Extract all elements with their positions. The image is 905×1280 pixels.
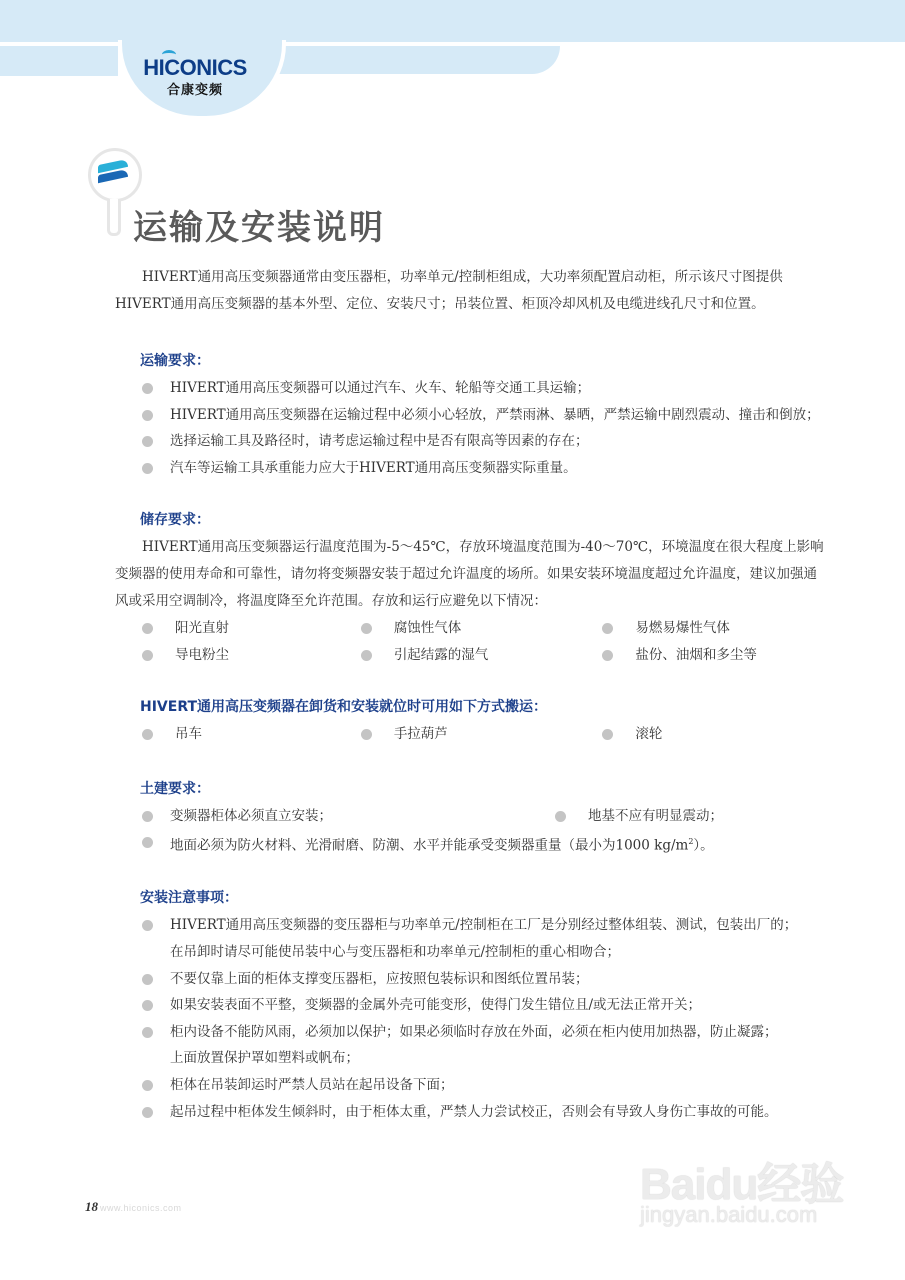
header-band-right — [270, 46, 560, 74]
list-item-text: 柜内设备不能防风雨，必须加以保护；如果必须临时存放在外面，必须在柜内使用加热器，防止凝露； — [170, 1023, 778, 1040]
bullet-icon — [555, 811, 566, 822]
section-heading-install: 安装注意事项： — [140, 890, 238, 906]
bullet-icon — [142, 650, 153, 661]
list-item-text: 起吊过程中柜体发生倾斜时，由于柜体太重，严禁人力尝试校正，否则会有导致人身伤亡事故的可能。 — [170, 1103, 778, 1120]
bullet-icon — [142, 1000, 153, 1011]
list-item — [555, 803, 723, 830]
intro-line: HIVERT通用高压变频器的基本外型、定位、安装尺寸；吊装位置、柜顶冷却风机及电缆进线孔尺寸和位置。 — [115, 296, 765, 312]
list-item-text: 吊车 — [175, 726, 202, 742]
bullet-icon — [142, 729, 153, 740]
brand-name-cn: 合康变频 — [166, 83, 223, 98]
list-item-text: HIVERT通用高压变频器可以通过汽车、火车、轮船等交通工具运输； — [170, 380, 591, 396]
list-item-text: 手拉葫芦 — [393, 726, 448, 742]
list-item-text: 易燃易爆性气体 — [635, 620, 730, 636]
bullet-icon — [142, 436, 153, 447]
list-item — [142, 375, 825, 402]
bullet-icon — [602, 623, 613, 634]
section-heading-storage: 储存要求： — [140, 512, 210, 528]
bullet-icon — [142, 383, 153, 394]
magnifier-handle-icon — [107, 199, 121, 236]
bullet-icon — [142, 811, 153, 822]
list-item — [142, 428, 825, 455]
brand-name: HICONICS — [143, 55, 247, 80]
logo-swoosh-icon — [162, 50, 176, 59]
list-item-text: 不要仅靠上面的柜体支撑变压器柜，应按照包装标识和图纸位置吊装； — [170, 970, 589, 987]
intro-paragraph — [115, 264, 825, 318]
intro-line: HIVERT通用高压变频器通常由变压器柜，功率单元/控制柜组成，大功率须配置启动柜，所示该尺寸图提供 — [142, 269, 783, 285]
header-band — [0, 0, 905, 42]
list-item — [142, 803, 555, 830]
list-item — [142, 721, 361, 748]
list-item-text: 选择运输工具及路径时，请考虑运输过程中是否有限高等因素的存在； — [170, 433, 589, 449]
list-item — [602, 642, 825, 669]
watermark-logo: Baidu经验 — [640, 1160, 844, 1209]
bullet-icon — [602, 729, 613, 740]
list-item — [361, 642, 603, 669]
avoid-row — [115, 615, 825, 642]
list-item-text: 阳光直射 — [175, 620, 229, 636]
bullet-icon — [142, 410, 153, 421]
transport-list — [115, 375, 825, 481]
section-heading-civil: 土建要求： — [140, 780, 210, 797]
list-item-continuation: 在吊卸时请尽可能使吊装中心与变压器柜和功率单元/控制柜的重心相吻合； — [170, 943, 621, 960]
brand-logo — [140, 55, 250, 98]
list-item — [142, 1072, 825, 1099]
list-item — [142, 912, 825, 939]
bullet-icon — [142, 1027, 153, 1038]
list-item — [142, 402, 825, 429]
bullet-icon — [361, 623, 372, 634]
list-item-text: HIVERT通用高压变频器在运输过程中必须小心轻放，严禁雨淋、暴晒，严禁运输中剧烈震动、撞击和倒放； — [170, 406, 820, 423]
avoid-row — [115, 642, 825, 669]
list-item — [142, 1099, 825, 1126]
list-item-text: HIVERT通用高压变频器的变压器柜与功率单元/控制柜在工厂是分别经过整体组装、测试，包装出厂的； — [170, 917, 798, 933]
civil-row — [115, 803, 825, 830]
list-item-continuation: 上面放置保护罩如塑料或帆布； — [170, 1050, 359, 1066]
list-item-text: 变频器柜体必须直立安装； — [170, 807, 332, 824]
bullet-icon — [142, 974, 153, 985]
list-item — [142, 642, 361, 669]
list-item — [142, 615, 361, 642]
list-item — [361, 721, 603, 748]
section-heading-handling: HIVERT通用高压变频器在卸货和安装就位时可用如下方式搬运： — [140, 699, 548, 715]
footer-url: www.hiconics.com — [100, 1203, 182, 1213]
handling-row — [115, 721, 825, 748]
bullet-icon — [361, 650, 372, 661]
bullet-icon — [142, 623, 153, 634]
civil-list — [115, 829, 825, 859]
list-item — [142, 1019, 825, 1046]
bullet-icon — [142, 463, 153, 474]
list-item — [142, 966, 825, 993]
page-footer — [85, 1199, 182, 1215]
page-title: 运输及安装说明 — [133, 208, 385, 248]
bullet-icon — [602, 650, 613, 661]
list-item — [142, 992, 825, 1019]
storage-paragraph: HIVERT通用高压变频器运行温度范围为-5～45℃，存放环境温度范围为-40～70℃，环境温度在很大程度上影响变频器的使用寿命和可靠性，请勿将变频器安装于超过允许温度的场所。如果安装环境温度超过允许温度，建议加强通风或采用空调制冷，将温度降至允许范围。存放和运行应避免以下情况： — [115, 539, 824, 609]
list-item — [142, 829, 825, 859]
bullet-icon — [142, 1107, 153, 1118]
list-item-text: 导电粉尘 — [175, 646, 229, 663]
list-item — [602, 615, 825, 642]
bullet-icon — [142, 1080, 153, 1091]
list-item-text: ）。 — [693, 837, 714, 854]
list-item-text: 柜体在吊装卸运时严禁人员站在起吊设备下面； — [170, 1077, 454, 1093]
list-item-text: 腐蚀性气体 — [393, 620, 462, 636]
bullet-icon — [142, 920, 153, 931]
document-body — [115, 264, 825, 1125]
list-item — [142, 455, 825, 482]
list-item-text: 如果安装表面不平整，变频器的金属外壳可能变形，使得门发生错位且/或无法正常开关； — [170, 997, 702, 1013]
list-item — [602, 721, 825, 748]
install-list — [115, 912, 825, 1125]
list-item-text: 汽车等运输工具承重能力应大于HIVERT通用高压变频器实际重量。 — [170, 459, 577, 476]
watermark-url: jingyan.baidu.com — [640, 1202, 818, 1227]
bullet-icon — [142, 837, 153, 848]
header-band-left — [0, 46, 118, 76]
list-item-text: 地基不应有明显震动； — [588, 807, 723, 824]
bullet-icon — [361, 729, 372, 740]
list-item — [361, 615, 603, 642]
section-heading-transport: 运输要求： — [140, 353, 210, 369]
superscript: 2 — [688, 837, 694, 846]
list-item-text: 引起结露的湿气 — [393, 646, 489, 663]
list-item-text: 滚轮 — [635, 726, 663, 742]
list-item-text: 盐份、油烟和多尘等 — [635, 646, 757, 663]
watermark — [640, 1148, 860, 1228]
page-number: 18 — [85, 1199, 98, 1214]
list-item-text: 地面必须为防火材料、光滑耐磨、防潮、水平并能承受变频器重量（最小为1000 kg/m — [170, 837, 689, 854]
